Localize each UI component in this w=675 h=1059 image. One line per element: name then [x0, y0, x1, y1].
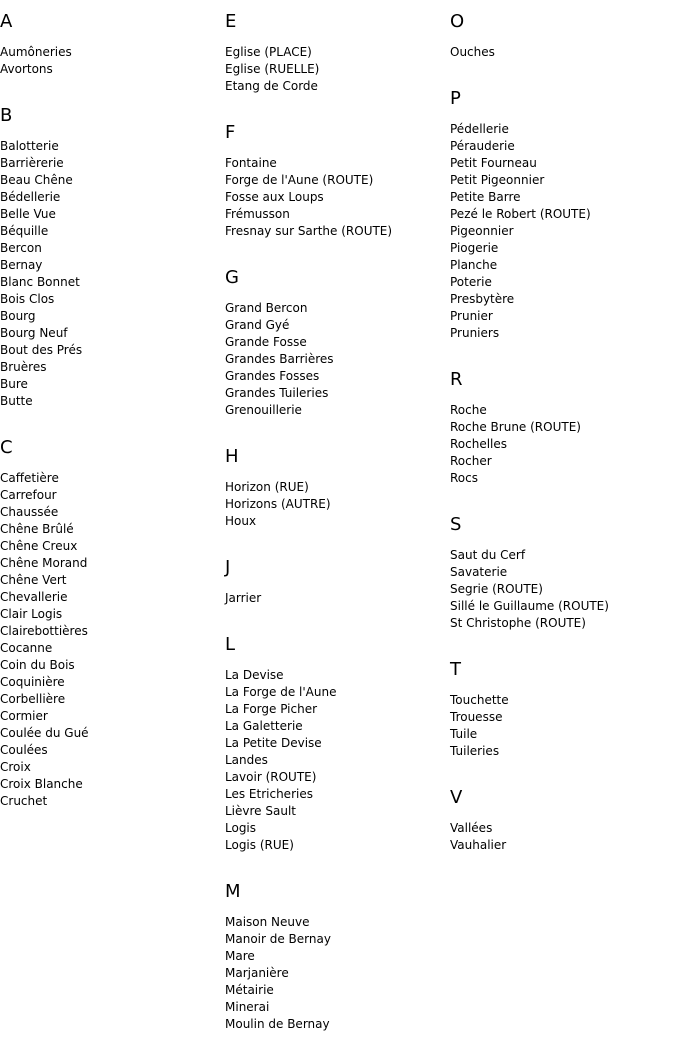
place-entry[interactable]: Caffetière [0, 471, 59, 485]
place-entry[interactable]: Maison Neuve [225, 915, 310, 929]
place-entry[interactable]: Sillé le Guillaume (ROUTE) [450, 599, 609, 613]
letter-heading: H [225, 446, 239, 467]
place-entry[interactable]: Chêne Creux [0, 539, 78, 553]
place-entry[interactable]: Les Etricheries [225, 787, 313, 801]
place-entry[interactable]: Pezé le Robert (ROUTE) [450, 207, 591, 221]
place-entry[interactable]: Blanc Bonnet [0, 275, 80, 289]
letter-heading: A [0, 11, 13, 32]
letter-group-m [225, 880, 445, 1033]
place-entry[interactable]: Pérauderie [450, 139, 515, 153]
place-entry[interactable]: Segrie (ROUTE) [450, 582, 543, 596]
letter-group-p [450, 87, 670, 342]
place-entry[interactable]: Trouesse [450, 710, 503, 724]
place-entry[interactable]: Corbellière [0, 692, 66, 706]
letter-group-s [450, 513, 670, 632]
place-entry[interactable]: Fontaine [225, 156, 277, 170]
place-entry[interactable]: Petite Barre [450, 190, 521, 204]
place-entry[interactable]: Rocher [450, 454, 492, 468]
place-entry[interactable]: Marjanière [225, 966, 289, 980]
letter-group-j [225, 556, 445, 607]
place-entry[interactable]: Saut du Cerf [450, 548, 526, 562]
place-entry[interactable]: Petit Fourneau [450, 156, 537, 170]
place-entry[interactable]: Carrefour [0, 488, 57, 502]
place-entry[interactable]: Bruères [0, 360, 47, 374]
letter-heading: G [225, 267, 239, 288]
letter-group-o [450, 10, 670, 61]
place-entry[interactable]: Rochelles [450, 437, 508, 451]
place-entry[interactable]: Frémusson [225, 207, 290, 221]
entry-list [0, 138, 220, 410]
place-entry[interactable]: La Forge Picher [225, 702, 318, 716]
letter-group-l [225, 633, 445, 854]
letter-group-b [0, 104, 220, 410]
place-entry[interactable]: Chêne Brûlé [0, 522, 74, 536]
entry-list [225, 44, 445, 95]
letter-heading: P [450, 88, 461, 109]
place-entry[interactable]: Clairebottières [0, 624, 88, 638]
place-entry[interactable]: Petit Pigeonnier [450, 173, 545, 187]
place-entry[interactable]: La Devise [225, 668, 284, 682]
place-entry[interactable]: Aumôneries [0, 45, 72, 59]
place-entry[interactable]: Grand Gyé [225, 318, 290, 332]
index-column-3 [450, 10, 670, 880]
place-entry[interactable]: Barrièrerie [0, 156, 64, 170]
place-entry[interactable]: Bout des Prés [0, 343, 83, 357]
place-entry[interactable]: Bercon [0, 241, 42, 255]
place-entry[interactable]: Chaussée [0, 505, 59, 519]
place-entry[interactable]: Mare [225, 949, 255, 963]
place-entry[interactable]: Bernay [0, 258, 43, 272]
letter-group-t [450, 658, 670, 760]
letter-group-a [0, 10, 220, 78]
letter-heading: S [450, 514, 462, 535]
place-entry[interactable]: Béquille [0, 224, 49, 238]
place-entry[interactable]: Manoir de Bernay [225, 932, 331, 946]
entry-list [225, 590, 445, 607]
place-entry[interactable]: Savaterie [450, 565, 508, 579]
place-entry[interactable]: Pédellerie [450, 122, 509, 136]
entry-list [450, 402, 670, 487]
place-entry[interactable]: Jarrier [225, 591, 262, 605]
place-entry[interactable]: Lavoir (ROUTE) [225, 770, 317, 784]
place-entry[interactable]: Piogerie [450, 241, 499, 255]
place-entry[interactable]: Horizons (AUTRE) [225, 497, 331, 511]
place-entry[interactable]: Bois Clos [0, 292, 55, 306]
letter-heading: O [450, 11, 465, 32]
place-entry[interactable]: Coin du Bois [0, 658, 75, 672]
place-entry[interactable]: Pruniers [450, 326, 500, 340]
letter-heading: M [225, 881, 241, 902]
place-entry[interactable]: Grand Bercon [225, 301, 308, 315]
index-column-1 [0, 10, 220, 836]
place-entry[interactable]: Grandes Fosses [225, 369, 320, 383]
place-entry[interactable]: Croix [0, 760, 31, 774]
entry-list [225, 300, 445, 419]
letter-heading: L [225, 634, 236, 655]
place-entry[interactable]: Planche [450, 258, 498, 272]
place-entry[interactable]: Moulin de Bernay [225, 1017, 330, 1031]
place-entry[interactable]: Tuileries [450, 744, 500, 758]
place-entry[interactable]: Poterie [450, 275, 492, 289]
place-entry[interactable]: La Petite Devise [225, 736, 322, 750]
place-entry[interactable]: Chevallerie [0, 590, 68, 604]
place-entry[interactable]: Clair Logis [0, 607, 63, 621]
letter-heading: B [0, 105, 13, 126]
index-column-2 [225, 10, 445, 1059]
place-entry[interactable]: Grandes Tuileries [225, 386, 329, 400]
place-entry[interactable]: Fosse aux Loups [225, 190, 324, 204]
place-entry[interactable]: Horizon (RUE) [225, 480, 309, 494]
place-entry[interactable]: Logis (RUE) [225, 838, 294, 852]
place-entry[interactable]: Ouches [450, 45, 495, 59]
letter-group-v [450, 786, 670, 854]
place-entry[interactable]: Cocanne [0, 641, 53, 655]
place-entry[interactable]: Beau Chêne [0, 173, 73, 187]
letter-group-f [225, 121, 445, 240]
place-entry[interactable]: Croix Blanche [0, 777, 83, 791]
letter-group-h [225, 445, 445, 530]
entry-list [450, 820, 670, 854]
letter-group-g [225, 266, 445, 419]
place-entry[interactable]: Rocs [450, 471, 478, 485]
place-entry[interactable]: Grande Fosse [225, 335, 307, 349]
place-entry[interactable]: Forge de l'Aune (ROUTE) [225, 173, 374, 187]
entry-list [225, 479, 445, 530]
place-entry[interactable]: Roche Brune (ROUTE) [450, 420, 581, 434]
place-entry[interactable]: Chêne Vert [0, 573, 67, 587]
place-entry[interactable]: Presbytère [450, 292, 515, 306]
letter-group-e [225, 10, 445, 95]
entry-list [225, 667, 445, 854]
place-entry[interactable]: Logis [225, 821, 257, 835]
place-entry[interactable]: Coulée du Gué [0, 726, 89, 740]
place-entry[interactable]: Bourg [0, 309, 36, 323]
place-entry[interactable]: Eglise (PLACE) [225, 45, 312, 59]
letter-heading: E [225, 11, 237, 32]
place-entry[interactable]: Tuile [450, 727, 478, 741]
letter-heading: F [225, 122, 236, 143]
place-entry[interactable]: St Christophe (ROUTE) [450, 616, 586, 630]
letter-heading: T [450, 659, 461, 680]
place-entry[interactable]: Houx [225, 514, 257, 528]
place-entry[interactable]: Eglise (RUELLE) [225, 62, 320, 76]
place-entry[interactable]: Grenouillerie [225, 403, 302, 417]
place-entry[interactable]: Balotterie [0, 139, 59, 153]
place-entry[interactable]: Minerai [225, 1000, 270, 1014]
place-entry[interactable]: Grandes Barrières [225, 352, 334, 366]
place-entry[interactable]: Chêne Morand [0, 556, 88, 570]
place-entry[interactable]: Bure [0, 377, 28, 391]
place-entry[interactable]: Pigeonnier [450, 224, 514, 238]
place-entry[interactable]: Roche [450, 403, 487, 417]
place-entry[interactable]: Butte [0, 394, 33, 408]
entry-list [225, 155, 445, 240]
place-entry[interactable]: Etang de Corde [225, 79, 318, 93]
place-entry[interactable]: Prunier [450, 309, 493, 323]
letter-heading: J [225, 557, 231, 578]
place-entry[interactable]: La Forge de l'Aune [225, 685, 337, 699]
entry-list [225, 914, 445, 1033]
letter-heading: R [450, 369, 463, 390]
place-entry[interactable]: Métairie [225, 983, 274, 997]
place-entry[interactable]: Landes [225, 753, 268, 767]
entry-list [450, 547, 670, 632]
place-entry[interactable]: Coquinière [0, 675, 65, 689]
place-entry[interactable]: Bourg Neuf [0, 326, 68, 340]
letter-heading: V [450, 787, 463, 808]
place-entry[interactable]: Touchette [450, 693, 509, 707]
place-entry[interactable]: Vallées [450, 821, 493, 835]
entry-list [0, 44, 220, 78]
entry-list [450, 44, 670, 61]
place-entry[interactable]: Vauhalier [450, 838, 507, 852]
place-entry[interactable]: Coulées [0, 743, 48, 757]
letter-group-r [450, 368, 670, 487]
place-entry[interactable]: Avortons [0, 62, 53, 76]
letter-group-c [0, 436, 220, 810]
place-entry[interactable]: Belle Vue [0, 207, 56, 221]
place-entry[interactable]: Lièvre Sault [225, 804, 296, 818]
place-entry[interactable]: Bédellerie [0, 190, 61, 204]
entry-list [450, 692, 670, 760]
entry-list [0, 470, 220, 810]
letter-heading: C [0, 437, 13, 458]
place-entry[interactable]: Cormier [0, 709, 48, 723]
place-entry[interactable]: La Galetterie [225, 719, 303, 733]
place-entry[interactable]: Cruchet [0, 794, 48, 808]
entry-list [450, 121, 670, 342]
place-entry[interactable]: Fresnay sur Sarthe (ROUTE) [225, 224, 393, 238]
